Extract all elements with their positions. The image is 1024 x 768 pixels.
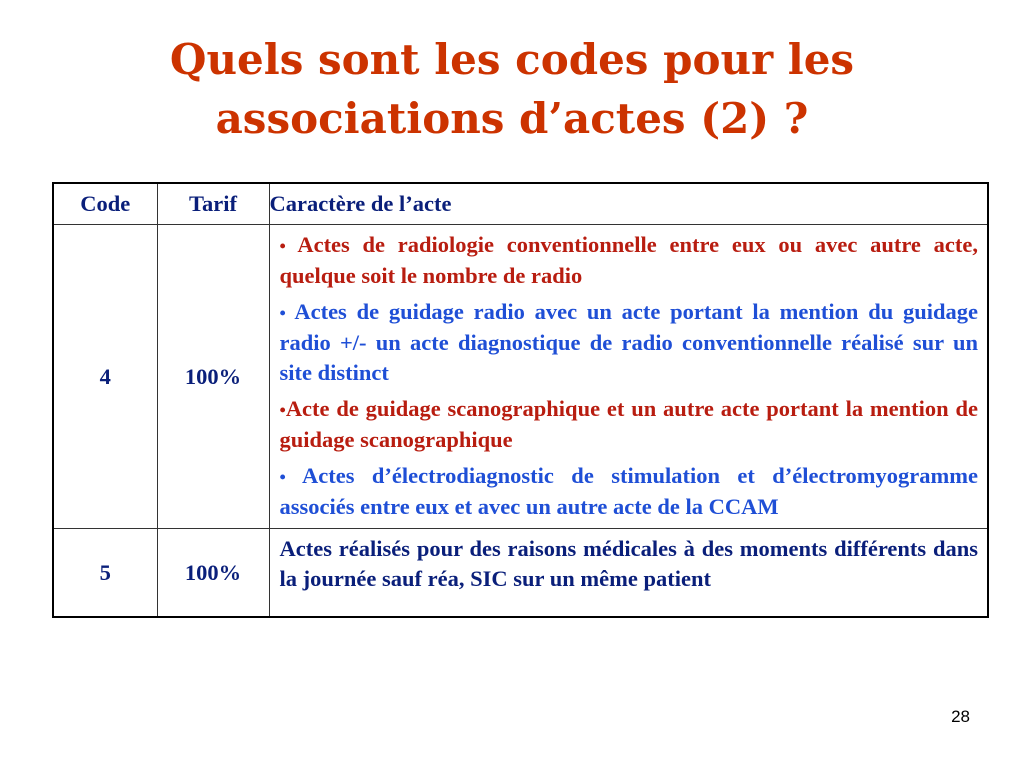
list-item bbox=[280, 394, 979, 455]
description-cell bbox=[269, 225, 988, 529]
list-item-text: Actes d’électrodiagnostic de stimulation et d’électromyogramme associés entre eux et avec un autre acte de la CCAM bbox=[279, 463, 978, 519]
slide-title bbox=[40, 30, 984, 148]
slide-title-line-1: Quels sont les codes pour les bbox=[169, 35, 855, 84]
list-item bbox=[280, 297, 979, 388]
header-tarif: Tarif bbox=[157, 183, 269, 225]
bullet-icon: • bbox=[279, 303, 286, 323]
list-item bbox=[280, 230, 979, 291]
bullet-icon: • bbox=[279, 236, 286, 256]
header-code: Code bbox=[53, 183, 157, 225]
slide-title-line-2: associations d’actes (2) ? bbox=[215, 94, 809, 143]
bullet-icon: • bbox=[279, 400, 286, 420]
bullet-icon: • bbox=[279, 467, 286, 487]
list-item-text: Actes de radiologie conventionnelle entre eux ou avec autre acte, quelque soit le nombre de radio bbox=[279, 232, 978, 288]
code-cell: 5 bbox=[53, 529, 157, 618]
list-item-text: Acte de guidage scanographique et un autre acte portant la mention de guidage scanographique bbox=[279, 396, 978, 452]
tarif-cell: 100% bbox=[157, 529, 269, 618]
page-number: 28 bbox=[951, 707, 970, 726]
table-header-row bbox=[53, 183, 988, 225]
tarif-cell: 100% bbox=[157, 225, 269, 529]
codes-table bbox=[52, 182, 989, 618]
list-item bbox=[280, 461, 979, 522]
list-item-text: Actes de guidage radio avec un acte portant la mention du guidage radio +/- un acte diagnostique de radio conventionnelle réalisé sur un site distinct bbox=[279, 299, 978, 385]
description-cell: Actes réalisés pour des raisons médicales à des moments différents dans la journée sauf réa, SIC sur un même patient bbox=[269, 529, 988, 618]
code-cell: 4 bbox=[53, 225, 157, 529]
table-row bbox=[53, 225, 988, 529]
header-caractere: Caractère de l’acte bbox=[269, 183, 988, 225]
table-row bbox=[53, 529, 988, 618]
